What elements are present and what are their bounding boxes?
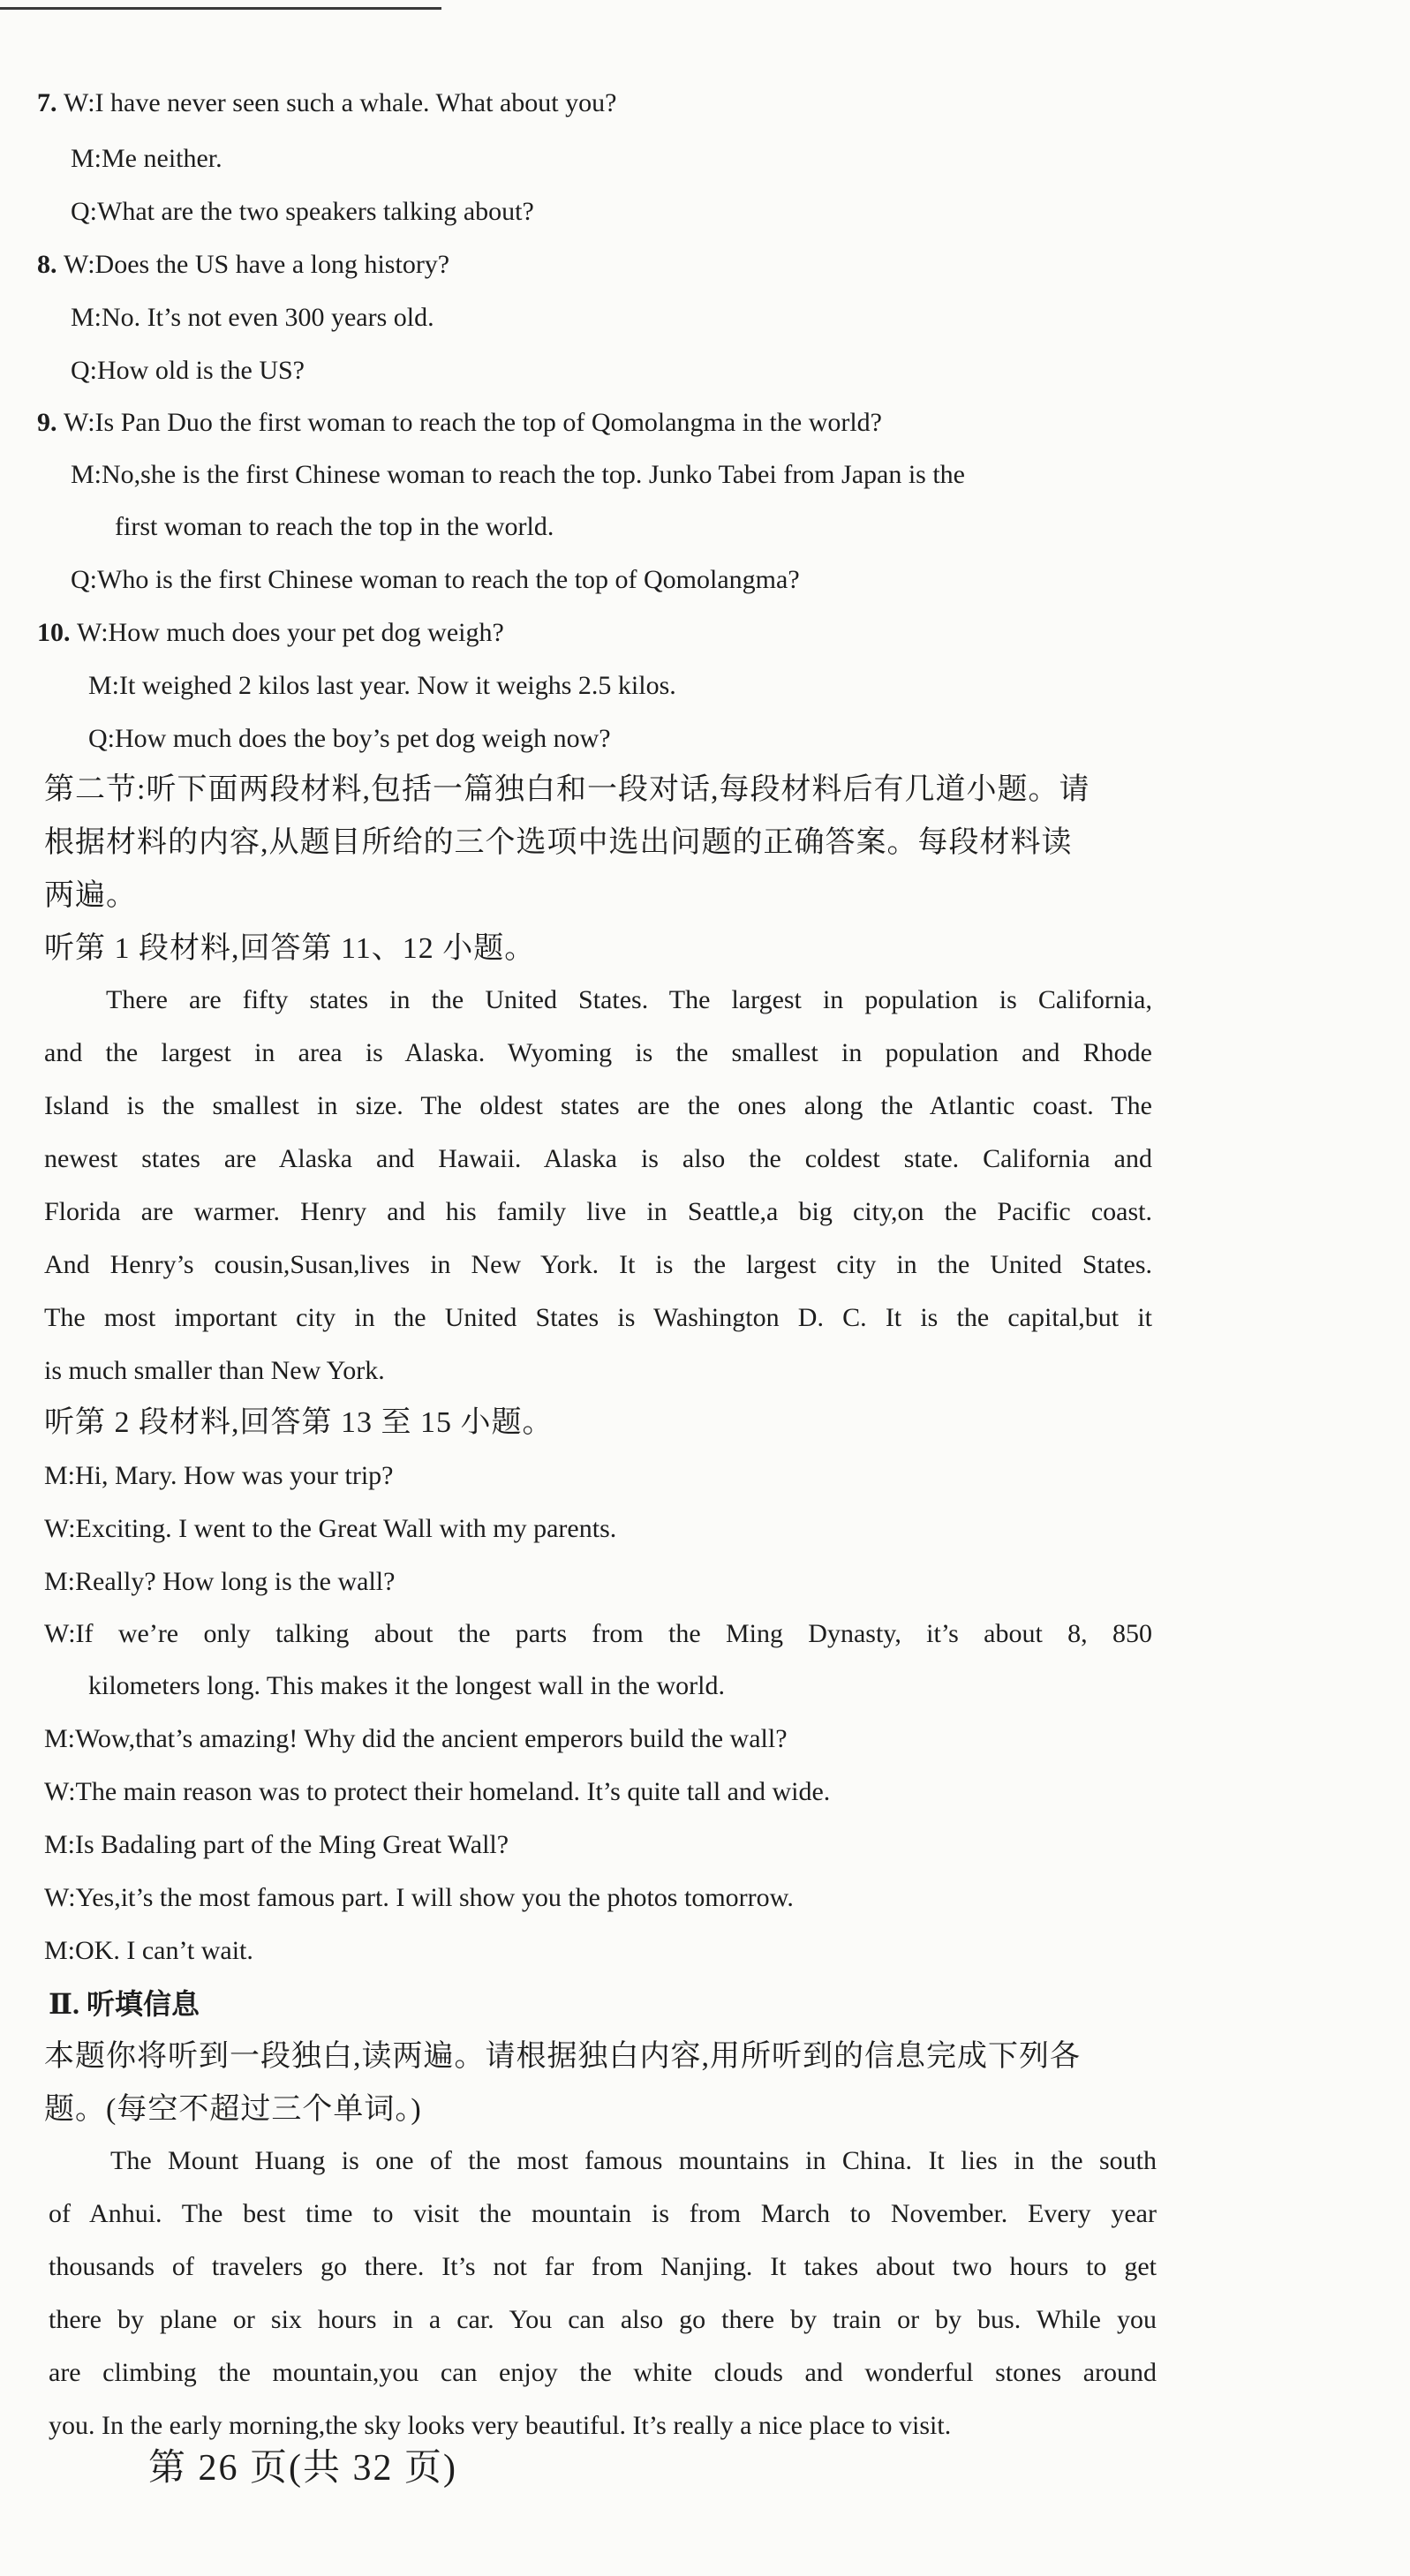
section2-instructions-line-1: 第二节:听下面两段材料,包括一篇独白和一段对话,每段材料后有几道小题。请 [44,773,1090,806]
passage-1-line: The most important city in the United States is Washington D. C. It is the capital,but it [44,1303,1152,1332]
passage-3-line: there by plane or six hours in a car. You can also go there by train or by bus. While you [49,2305,1157,2334]
dialogue-line: kilometers long. This makes it the longest wall in the world. [88,1671,726,1700]
dialogue-line: W:If we’re only talking about the parts from the Ming Dynasty, it’s about 8, 850 [44,1619,1152,1648]
item-8-line-2: M:No. It’s not even 300 years old. [71,303,434,332]
passage-1-line: and the largest in area is Alaska. Wyoming is the smallest in population and Rhode [44,1038,1152,1067]
dialogue-line: M:OK. I can’t wait. [44,1936,253,1965]
passage-1-line: Florida are warmer. Henry and his family live in Seattle,a big city,on the Pacific coast. [44,1197,1152,1226]
item-number: 10 [37,618,64,647]
item-7-line-2: M:Me neither. [71,144,222,173]
passage-3-line: are climbing the mountain,you can enjoy the white clouds and wonderful stones around [49,2358,1157,2387]
passage-3-line: of Anhui. The best time to visit the mountain is from March to November. Every year [49,2199,1157,2228]
item-9-line-4: Q:Who is the first Chinese woman to reach the top of Qomolangma? [71,565,800,594]
dialogue-line: M:Really? How long is the wall? [44,1567,396,1596]
section2-instructions-line-3: 两遍。 [44,879,137,912]
item-8-line-3: Q:How old is the US? [71,356,305,385]
item-number: 8 [37,250,50,279]
dialogue-line: M:Hi, Mary. How was your trip? [44,1461,394,1490]
passage-1-line: And Henry’s cousin,Susan,lives in New York. It is the largest city in the United States. [44,1250,1152,1279]
item-9-line-3: first woman to reach the top in the world. [115,512,554,541]
passage-1-line: There are fifty states in the United States. The largest in population is California, [106,985,1152,1014]
passage-1-line: Island is the smallest in size. The oldest states are the ones along the Atlantic coast. The [44,1091,1152,1120]
passage-2-title: 听第 2 段材料,回答第 13 至 15 小题。 [44,1406,554,1439]
item-10-line-1: 10. W:How much does your pet dog weigh? [37,618,504,647]
item-9-line-2: M:No,she is the first Chinese woman to reach the top. Junko Tabei from Japan is the [71,460,965,489]
passage-1-line: newest states are Alaska and Hawaii. Alaska is also the coldest state. California and [44,1144,1152,1173]
passage-1-title: 听第 1 段材料,回答第 11、12 小题。 [44,932,536,965]
passage-1-line: is much smaller than New York. [44,1356,385,1385]
item-7-line-1: 7. W:I have never seen such a whale. What about you? [37,88,617,117]
passage-3-line: thousands of travelers go there. It’s not far from Nanjing. It takes about two hours to get [49,2252,1157,2281]
dialogue-line: W:Yes,it’s the most famous part. I will show you the photos tomorrow. [44,1883,794,1912]
item-number: 7 [37,88,50,117]
page-footer: 第 26 页(共 32 页) [148,2448,457,2489]
item-7-line-3: Q:What are the two speakers talking about? [71,197,534,226]
dialogue-line: M:Wow,that’s amazing! Why did the ancient emperors build the wall? [44,1724,788,1753]
item-number: 9 [37,408,50,437]
item-10-line-3: Q:How much does the boy’s pet dog weigh now? [88,724,611,753]
part-2-heading: Ⅱ. 听填信息 [49,1988,200,2020]
part-2-instructions-line-2: 题。(每空不超过三个单词。) [44,2093,422,2126]
item-9-line-1: 9. W:Is Pan Duo the first woman to reach the top of Qomolangma in the world? [37,408,882,437]
dialogue-line: W:The main reason was to protect their homeland. It’s quite tall and wide. [44,1777,831,1806]
part-2-instructions-line-1: 本题你将听到一段独白,读两遍。请根据独白内容,用所听到的信息完成下列各 [44,2040,1081,2073]
dialogue-line: M:Is Badaling part of the Ming Great Wall? [44,1830,509,1859]
item-8-line-1: 8. W:Does the US have a long history? [37,250,450,279]
dialogue-line: W:Exciting. I went to the Great Wall with my parents. [44,1514,617,1543]
section2-instructions-line-2: 根据材料的内容,从题目所给的三个选项中选出问题的正确答案。每段材料读 [44,826,1073,859]
item-10-line-2: M:It weighed 2 kilos last year. Now it weighs 2.5 kilos. [88,671,676,700]
passage-3-line: you. In the early morning,the sky looks very beautiful. It’s really a nice place to visit. [49,2411,952,2440]
passage-3-line: The Mount Huang is one of the most famous mountains in China. It lies in the south [110,2146,1157,2175]
